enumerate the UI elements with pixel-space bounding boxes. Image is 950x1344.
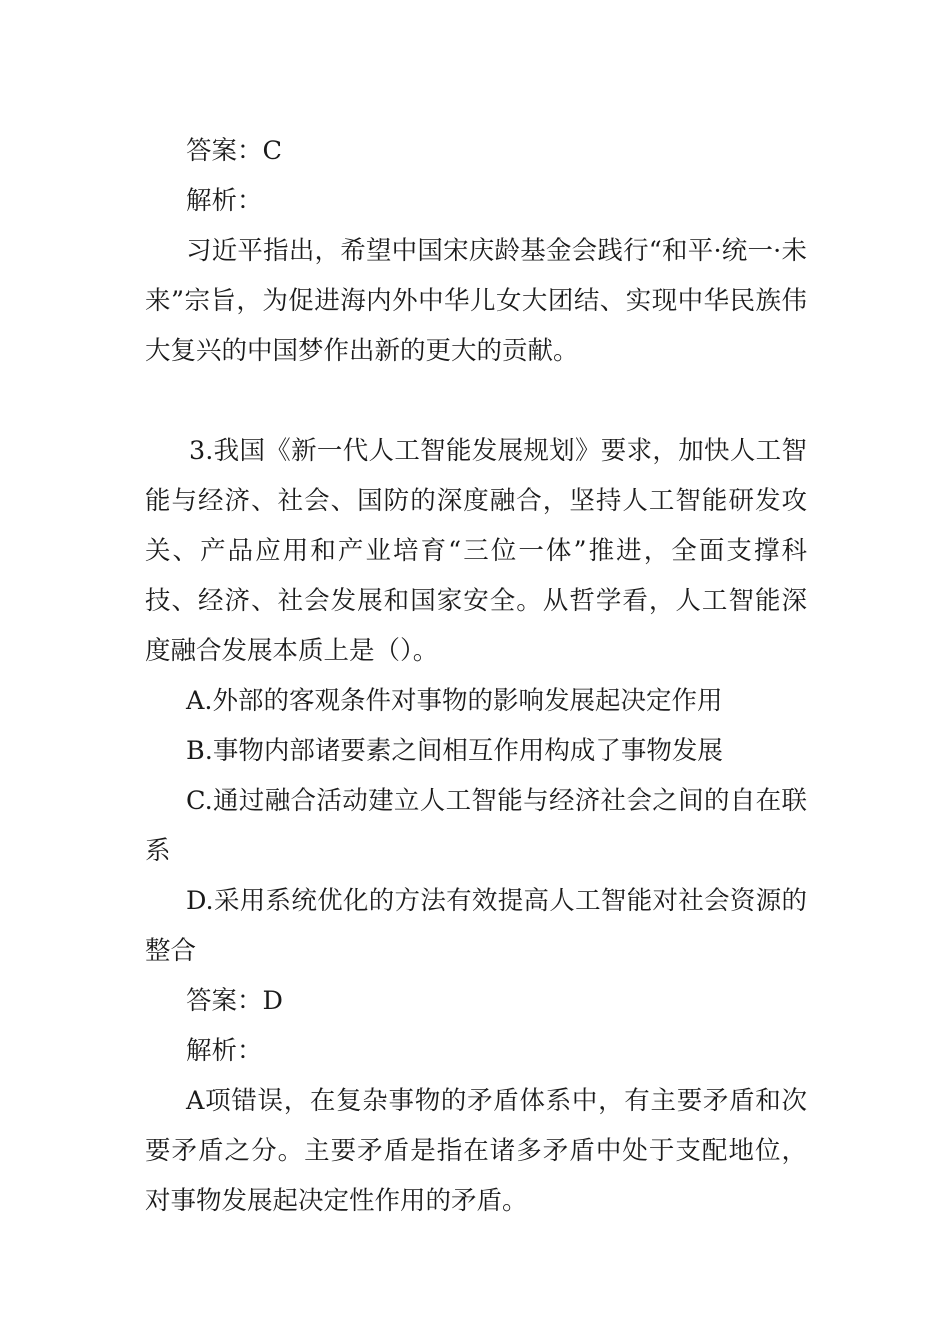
analysis-label: 解析： (186, 186, 263, 216)
answer-line: 答案：C (186, 136, 283, 166)
analysis-label: 解析： (186, 1036, 263, 1066)
analysis-paragraph: A项错误，在复杂事物的矛盾体系中，有主要矛盾和次要矛盾之分。主要矛盾是指在诸多矛盾中处于支配地位，对事物发展起决定性作用的矛盾。 (145, 1086, 807, 1216)
answer-line: 答案：D (186, 986, 283, 1016)
analysis-paragraph: 习近平指出，希望中国宋庆龄基金会践行“和平·统一·未来”宗旨，为促进海内外中华儿女大团结、实现中华民族伟大复兴的中国梦作出新的更大的贡献。 (145, 236, 807, 366)
option-a: A.外部的客观条件对事物的影响发展起决定作用 (186, 686, 723, 716)
paragraph-spacer (145, 376, 807, 426)
question-stem: 3.我国《新一代人工智能发展规划》要求，加快人工智能与经济、社会、国防的深度融合，坚持人工智能研发攻关、产品应用和产业培育“三位一体”推进，全面支撑科技、经济、社会发展和国家安全。从哲学看，人工智能深度融合发展本质上是（）。 (145, 436, 807, 666)
document-body (145, 126, 807, 1226)
option-c: C.通过融合活动建立人工智能与经济社会之间的自在联系 (145, 786, 807, 866)
option-d: D.采用系统优化的方法有效提高人工智能对社会资源的整合 (145, 886, 807, 966)
option-b: B.事物内部诸要素之间相互作用构成了事物发展 (186, 736, 723, 766)
